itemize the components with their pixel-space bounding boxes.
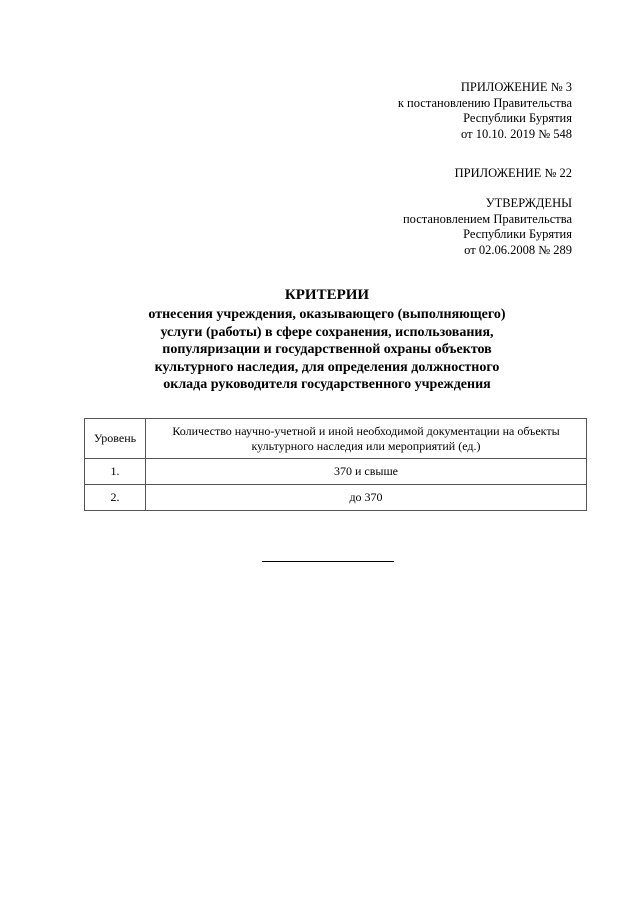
table-header-row [85,419,587,459]
appendix-3-resolution-line: к постановлению Правительства [397,95,572,110]
table-header-quantity: Количество научно-учетной и иной необходимой документации на объекты культурного наследия или мероприятий (ед.) [146,419,587,459]
title-main: КРИТЕРИИ [284,287,370,303]
approved-date-number: от 02.06.2008 № 289 [464,242,572,257]
title-line: услуги (работы) в сфере сохранения, использования, [160,324,494,340]
approved-block [403,196,572,258]
approved-title: УТВЕРЖДЕНЫ [485,196,572,210]
table-row [85,459,587,485]
appendix-22-title: ПРИЛОЖЕНИЕ № 22 [454,166,572,180]
appendix-3-date-number: от 10.10. 2019 № 548 [461,126,572,141]
approved-republic-line: Республики Бурятия [463,227,572,241]
appendix-3-header [398,80,572,142]
appendix-3-republic-line: Республики Бурятия [463,111,572,125]
appendix-22-header [455,166,572,182]
table-cell-quantity: до 370 [146,485,587,511]
table-cell-level: 1. [85,459,146,485]
approved-resolution-line: постановлением Правительства [402,211,572,226]
title-line: оклада руководителя государственного учреждения [163,377,491,392]
title-line: культурного наследия, для определения должностного [154,359,500,375]
table-cell-level: 2. [85,485,146,511]
title-line: популяризации и государственной охраны объектов [162,342,492,357]
appendix-3-title: ПРИЛОЖЕНИЕ № 3 [460,80,572,94]
title-line: отнесения учреждения, оказывающего (выполняющего) [148,307,506,322]
table-cell-quantity: 370 и свыше [146,459,587,485]
criteria-table [84,418,587,511]
table-header-level: Уровень [85,419,146,459]
document-title [70,286,584,394]
table-row [85,485,587,511]
end-separator-line [262,561,394,562]
